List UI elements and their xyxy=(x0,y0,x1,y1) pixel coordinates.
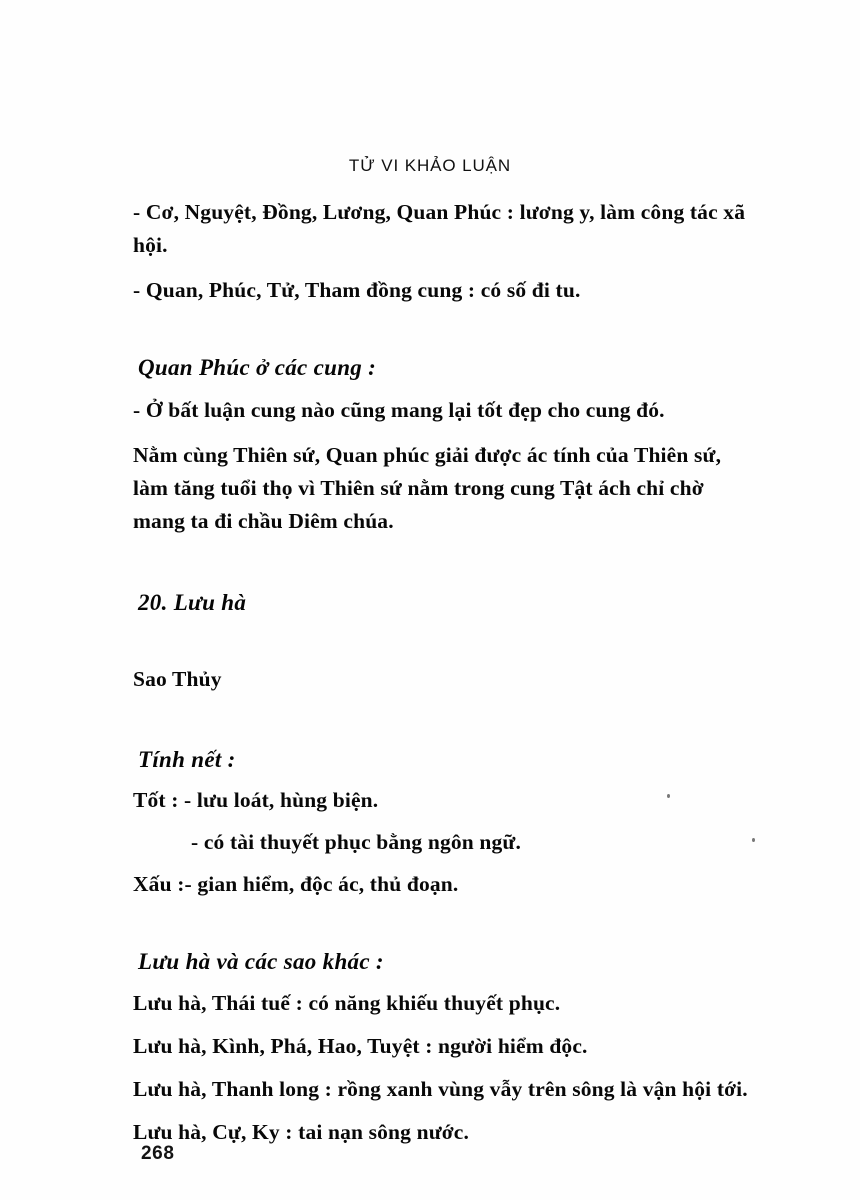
scan-speck-icon xyxy=(752,838,755,842)
combination-item-4: Lưu hà, Cự, Ky : tai nạn sông nước. xyxy=(133,1120,470,1144)
tinh-net-tot: Tốt : - lưu loát, hùng biện. xyxy=(133,788,379,812)
combination-item-3: Lưu hà, Thanh long : rồng xanh vùng vẫy trên sông là vận hội tới. xyxy=(133,1077,748,1101)
heading-tinh-net: Tính nết : xyxy=(138,747,236,772)
combination-item-2: Lưu hà, Kình, Phá, Hao, Tuyệt : người hiểm độc. xyxy=(133,1034,588,1058)
quan-phuc-line-1: - Ở bất luận cung nào cũng mang lại tốt đẹp cho cung đó. xyxy=(133,398,665,422)
scan-speck-icon xyxy=(667,794,670,798)
quan-phuc-line-2: Nằm cùng Thiên sứ, Quan phúc giải được ác tính của Thiên sứ, làm tăng tuổi thọ vì Thiên sứ nằm trong cung Tật ách chỉ chờ mang ta đi chầu Diêm chúa. xyxy=(133,443,722,533)
heading-quan-phuc-o-cac-cung: Quan Phúc ở các cung : xyxy=(138,355,377,380)
page-body xyxy=(133,196,755,1149)
page-number: 268 xyxy=(141,1143,175,1164)
tinh-net-xau: Xấu :- gian hiểm, độc ác, thủ đoạn. xyxy=(133,872,459,896)
intro-item-2: - Quan, Phúc, Tử, Tham đồng cung : có số đi tu. xyxy=(133,278,581,302)
running-head: TỬ VI KHẢO LUẬN xyxy=(348,156,512,175)
tinh-net-tot-sub: - có tài thuyết phục bằng ngôn ngữ. xyxy=(191,830,521,854)
intro-item-1: - Cơ, Nguyệt, Đồng, Lương, Quan Phúc : lương y, làm công tác xã hội. xyxy=(133,200,746,257)
heading-luu-ha-va-cac-sao-khac: Lưu hà và các sao khác : xyxy=(138,949,384,974)
star-label-sao-thuy: Sao Thủy xyxy=(133,667,222,691)
section-number-title-luu-ha: 20. Lưu hà xyxy=(138,590,247,615)
combination-item-1: Lưu hà, Thái tuế : có năng khiếu thuyết phục. xyxy=(133,991,561,1015)
